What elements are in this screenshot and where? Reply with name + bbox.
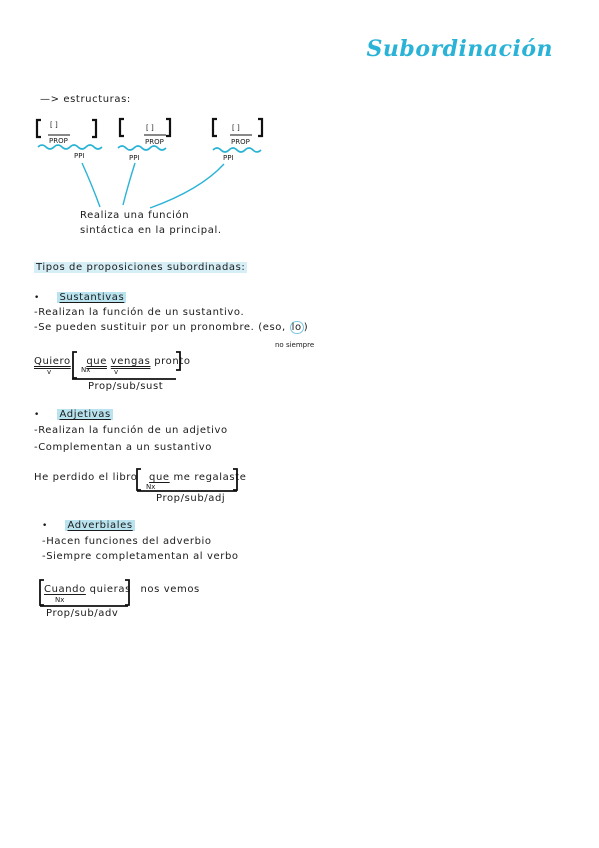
sust-example-w3: vengas bbox=[110, 356, 151, 367]
page-title: Subordinación bbox=[366, 36, 553, 62]
sust-mark-v1: v bbox=[47, 368, 52, 376]
adv-mark-nx: Nx bbox=[55, 596, 65, 604]
ppi-label-3: PPI bbox=[223, 154, 234, 162]
adjetivas-heading: Adjetivas bbox=[59, 409, 111, 420]
sust-mark-v2: v bbox=[114, 368, 119, 376]
bullet-icon: • bbox=[34, 410, 40, 420]
structure-note-line2: sintáctica en la principal. bbox=[80, 225, 222, 236]
sust-example-w2: que bbox=[86, 356, 107, 367]
sust-example-label: Prop/sub/sust bbox=[88, 381, 164, 392]
adverbiales-line2: -Siempre completamentan al verbo bbox=[42, 551, 239, 562]
prop-label-2: PROP bbox=[145, 138, 164, 146]
adverbiales-heading: Adverbiales bbox=[67, 520, 133, 531]
bracket-inner-3: [ ] bbox=[232, 124, 240, 132]
adjetivas-line1: -Realizan la función de un adjetivo bbox=[34, 425, 228, 436]
sustantivas-line2-suffix: ) bbox=[303, 322, 309, 333]
ppi-label-1: PPI bbox=[74, 152, 85, 160]
sustantivas-heading: Sustantivas bbox=[59, 292, 125, 303]
structure-note-line1: Realiza una función bbox=[80, 210, 190, 221]
sustantivas-line1: -Realizan la función de un sustantivo. bbox=[34, 307, 245, 318]
bullet-icon: • bbox=[34, 293, 40, 303]
adj-example-label: Prop/sub/adj bbox=[156, 493, 226, 504]
adj-example-que: que bbox=[149, 472, 170, 483]
adj-example-rest: me regalaste bbox=[173, 472, 247, 483]
bracket-inner-2: [ ] bbox=[146, 124, 154, 132]
adv-example-rest: quieras bbox=[89, 584, 131, 595]
sust-example-w1: Quiero bbox=[34, 356, 71, 367]
structures-label: —> estructuras: bbox=[40, 94, 131, 105]
circled-lo: lo bbox=[291, 322, 302, 333]
sust-mark-nx: Nx bbox=[81, 366, 91, 374]
sustantivas-line2-prefix: -Se pueden sustituir por un pronombre. (eso, bbox=[34, 322, 290, 333]
adv-example-cuando: Cuando bbox=[44, 584, 86, 595]
prop-label-1: PROP bbox=[49, 137, 68, 145]
adverbiales-line1: -Hacen funciones del adverbio bbox=[42, 536, 212, 547]
adv-example-after: nos vemos bbox=[140, 584, 200, 595]
sust-example-w4: pronto bbox=[154, 356, 191, 367]
adj-mark-nx: Nx bbox=[146, 483, 156, 491]
bracket-inner-1: [ ] bbox=[50, 121, 58, 129]
ppi-label-2: PPI bbox=[129, 154, 140, 162]
adjetivas-line2: -Complementan a un sustantivo bbox=[34, 442, 212, 453]
adv-example-label: Prop/sub/adv bbox=[46, 608, 119, 619]
bullet-icon: • bbox=[42, 521, 48, 531]
prop-label-3: PROP bbox=[231, 138, 250, 146]
types-heading-text: Tipos de proposiciones subordinadas: bbox=[36, 262, 246, 273]
adj-example-before: He perdido el libro bbox=[34, 472, 138, 483]
sustantivas-note: no siempre bbox=[275, 341, 315, 349]
